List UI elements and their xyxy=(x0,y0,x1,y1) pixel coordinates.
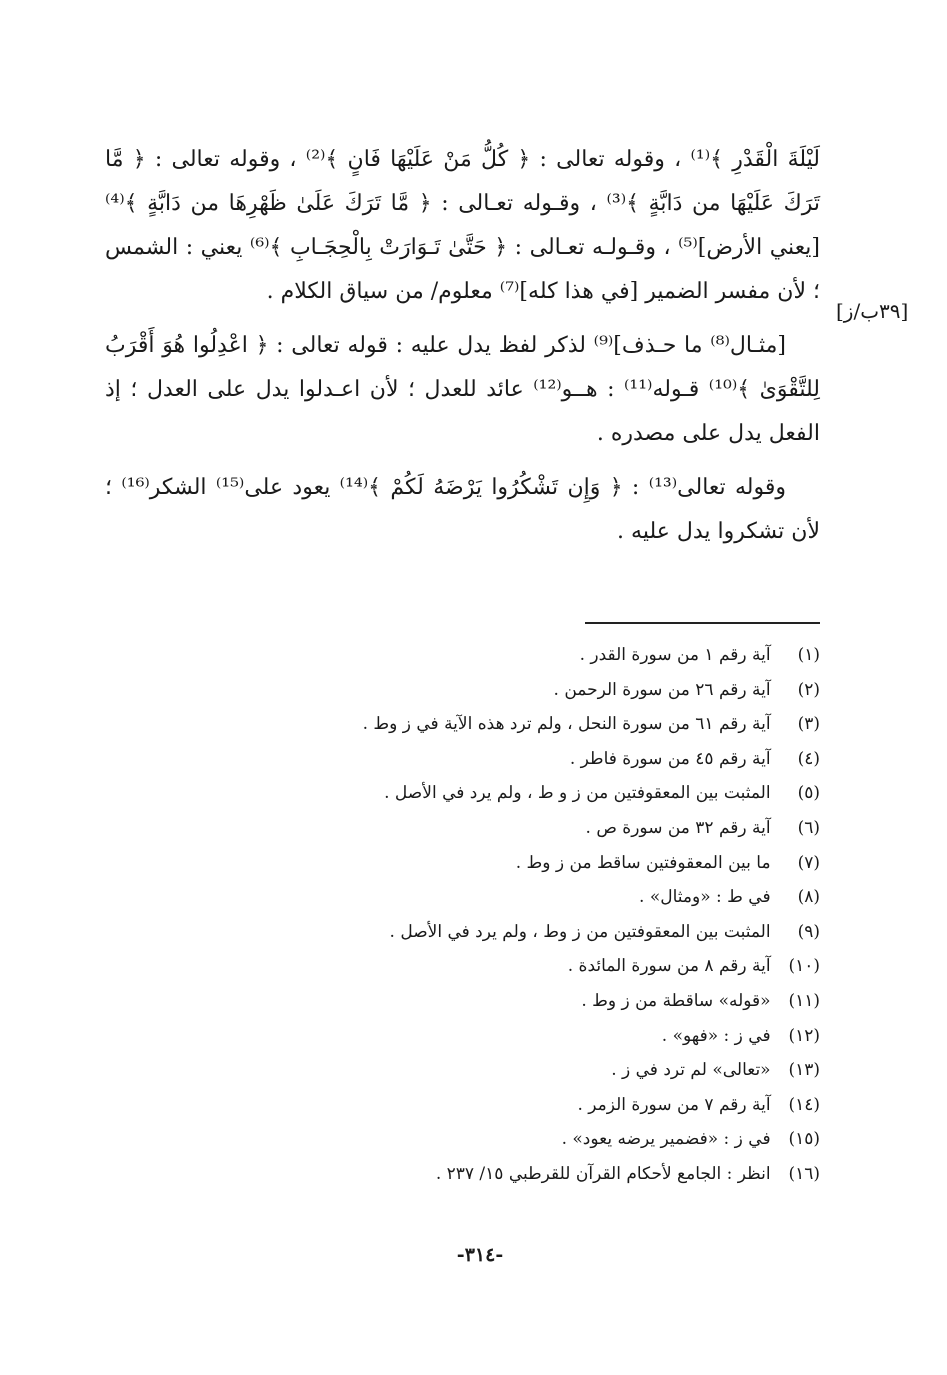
footnote-number: (٨) xyxy=(797,887,820,908)
footnote-number: (١٦) xyxy=(788,1163,820,1184)
footnote-text: آية رقم ٦١ من سورة النحل ، ولم ترد هذه الآية في ز وط . xyxy=(362,714,771,735)
footnote-text: «تعالى» لم ترد في ز . xyxy=(611,1060,771,1081)
footnote-number: (٦) xyxy=(797,817,820,838)
footnote-text: في ط : «ومثال» . xyxy=(639,887,771,908)
footnote-text: آية رقم ١ من سورة القدر . xyxy=(579,645,771,665)
paragraph-1: لَيْلَةَ الْقَدْرِ ﴾⁽¹⁾ ، وقوله تعالى : ﴿ كُلُّ مَنْ عَلَيْهَا فَانٍ ﴾⁽²⁾ ، وقوله تعالى : ﴿ مَّا تَرَكَ عَلَيْهَا من دَابَّةٍ ﴾⁽³⁾ ، وقـوله تعـالى : ﴿ مَّا تَرَكَ عَلَىٰ ظَهْرِهَا من دَابَّةٍ ﴾⁽⁴⁾ [يعني الأرض]⁽⁵⁾ ، وقـولـه تعـالى : ﴿ حَتَّىٰ تَـوَارَتْ بِالْحِجَـابِ ﴾⁽⁶⁾ يعني : الشمس ؛ لأن مفسر الضمير [في هذا كله]⁽⁷⁾ معلوم/ من سياق الكلام . xyxy=(105,147,821,304)
footnote-number: (٥) xyxy=(797,783,820,804)
paragraph-3: وقوله تعالى⁽¹³⁾ : ﴿ وَإِن تَشْكُرُوا يَرْضَهُ لَكُمْ ﴾⁽¹⁴⁾ يعود على⁽¹⁵⁾ الشكر⁽¹⁶⁾ ؛ لأن تشكروا يدل عليه . xyxy=(105,475,820,544)
footnote xyxy=(250,1157,820,1192)
main-text xyxy=(105,138,820,554)
footnote-text: في ز : «فهو» . xyxy=(661,1025,771,1046)
footnote-text: ما بين المعقوفتين ساقط من ز وط . xyxy=(515,852,771,873)
footnote-separator xyxy=(585,622,820,624)
footnote-text: في ز : «فضمير يرضه يعود» . xyxy=(561,1129,771,1150)
footnote-text: آية رقم ٣٢ من سورة ص . xyxy=(585,817,771,838)
footnote xyxy=(250,846,820,881)
footnote xyxy=(250,707,820,742)
footnote xyxy=(250,984,820,1019)
footnote-text: المثبت بين المعقوفتين من ز وط ، ولم يرد في الأصل . xyxy=(389,921,771,942)
paragraph-2: [مثـال⁽⁸⁾ ما حـذف]⁽⁹⁾ لذكر لفظ يدل عليه : قوله تعالى : ﴿ اعْدِلُوا هُوَ أَقْرَبُ لِلتَّقْوَىٰ ﴾⁽¹⁰⁾ قـوله⁽¹¹⁾ : هــو⁽¹²⁾ عائد للعدل ؛ لأن اعـدلوا يدل على العدل ؛ إذ الفعل يدل على مصدره . xyxy=(105,333,820,446)
footnote-number: (٧) xyxy=(797,852,820,873)
footnote-text: المثبت بين المعقوفتين من ز و ط ، ولم يرد في الأصل . xyxy=(384,783,771,804)
footnote-number: (١) xyxy=(797,645,820,665)
footnote-number: (١٤) xyxy=(788,1094,820,1115)
footnote-number: (٩) xyxy=(797,921,820,942)
footnote-number: (٢) xyxy=(797,679,820,700)
footnote-text: آية رقم ٨ من سورة المائدة . xyxy=(567,956,771,977)
footnote xyxy=(250,915,820,950)
footnote xyxy=(250,1122,820,1157)
footnote-number: (١٣) xyxy=(788,1060,820,1081)
footnotes xyxy=(250,638,820,1192)
footnote-number: (٣) xyxy=(797,714,820,735)
footnote-text: آية رقم ٢٦ من سورة الرحمن . xyxy=(553,679,771,700)
footnote xyxy=(250,776,820,811)
footnote xyxy=(250,1053,820,1088)
footnote xyxy=(250,811,820,846)
footnote xyxy=(250,638,820,673)
footnote-number: (٤) xyxy=(797,748,820,769)
footnote xyxy=(250,880,820,915)
footnote xyxy=(250,673,820,708)
footnote-number: (١٥) xyxy=(788,1129,820,1150)
footnote-number: (١٠) xyxy=(788,956,820,977)
footnote xyxy=(250,1019,820,1054)
footnote xyxy=(250,1088,820,1123)
margin-marker: [٣٩ب/ز] xyxy=(836,299,909,323)
footnote-text: انظر : الجامع لأحكام القرآن للقرطبي ١٥/ ٢٣٧ . xyxy=(435,1163,771,1184)
footnote-number: (١١) xyxy=(788,990,820,1011)
footnote xyxy=(250,742,820,777)
footnote xyxy=(250,949,820,984)
footnote-text: آية رقم ٤٥ من سورة فاطر . xyxy=(569,748,771,769)
footnote-text: «قوله» ساقطة من ز وط . xyxy=(581,990,771,1011)
page-number: -٣١٤- xyxy=(456,1244,504,1266)
footnote-number: (١٢) xyxy=(788,1025,820,1046)
footnote-text: آية رقم ٧ من سورة الزمر . xyxy=(577,1094,771,1115)
